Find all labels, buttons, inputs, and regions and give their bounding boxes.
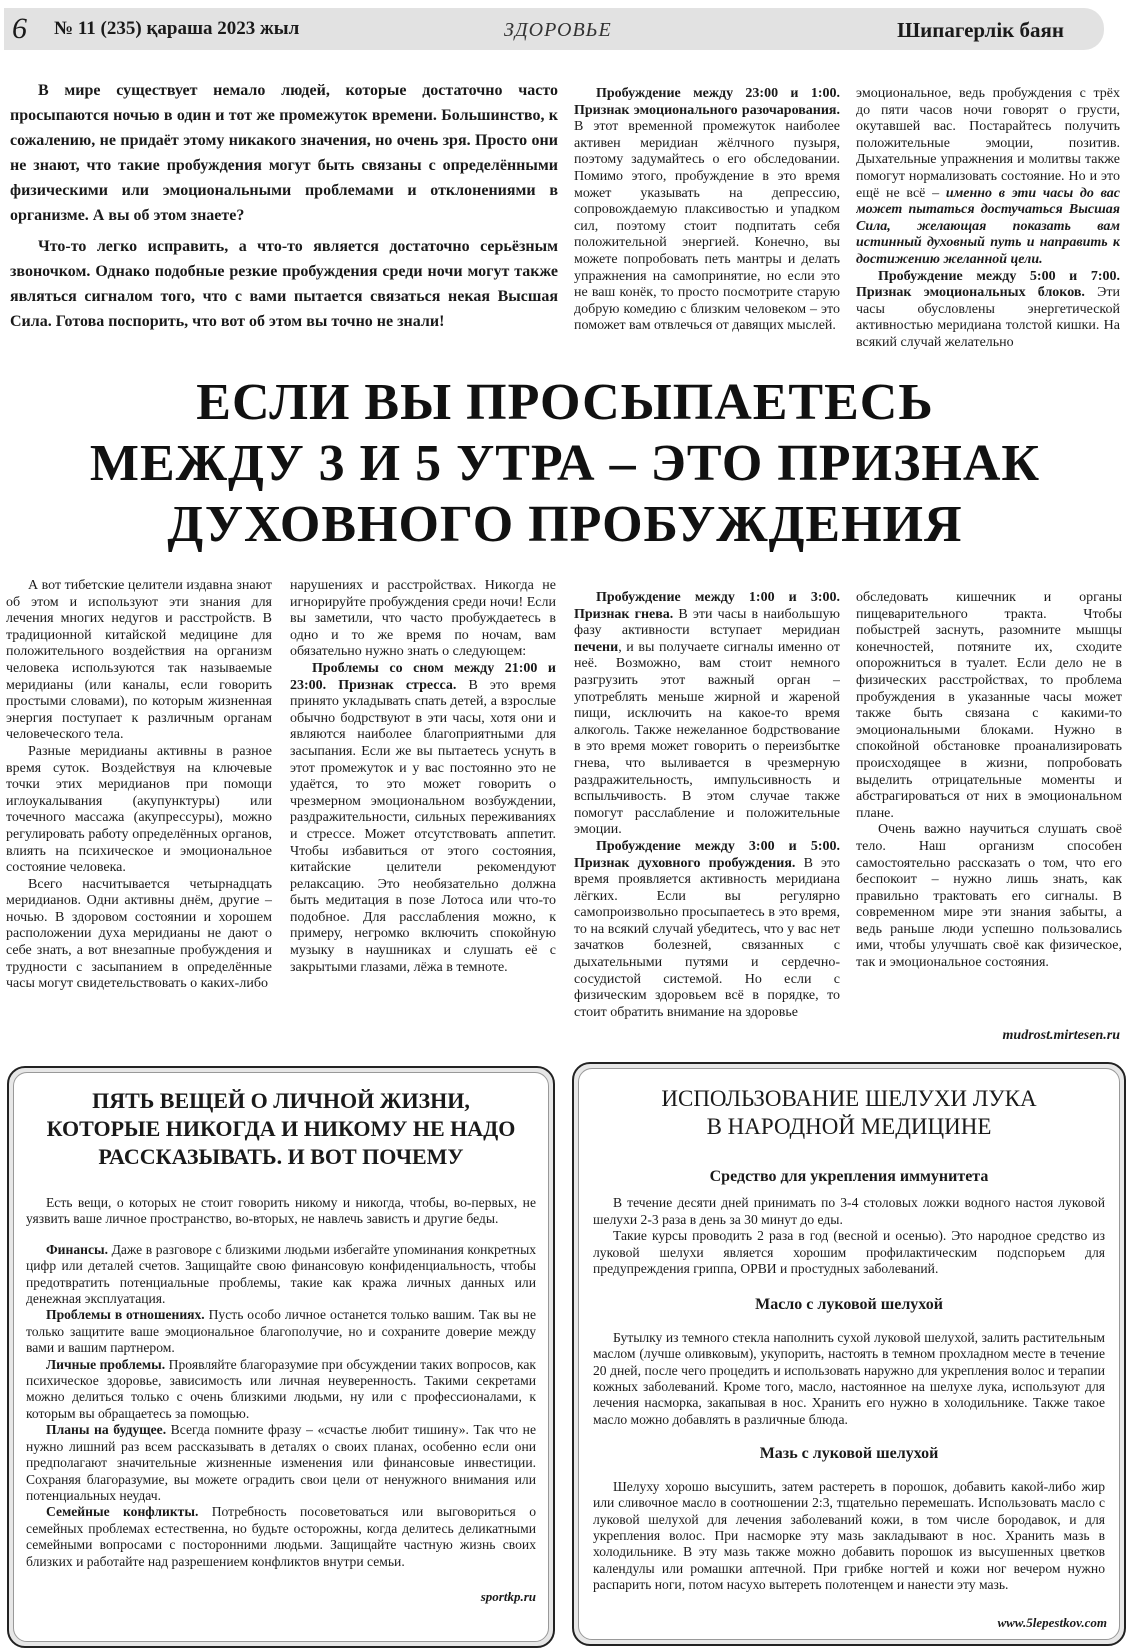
sidebar-box-privacy xyxy=(7,1066,555,1648)
paragraph-text: В течение десяти дней принимать по 3-4 столовых ложки водного настоя луковой шелухи 2-3 раза в день за 30 минут до еды. xyxy=(593,1195,1105,1227)
paragraph-text: обследовать кишечник и органы пищеварительного тракта. Чтобы побыстрей заснуть, разомните мышцы конечностей, потяните их, сходите опорожниться в туалет. Если дело не в физических расстройствах, то проблема пробуждения в указанные часы может также быть связана с какими-то эмоциональными блоками. Нужно в спокойной обстановке проанализировать происходящее в жизни, попробовать выделить отрицательные моменты и абстрагироваться от них в эмоциональном плане. xyxy=(856,590,1122,821)
paragraph-text: Даже в разговоре с близкими людьми избегайте упоминания конкретных цифр или деталей счетов. Защищайте свою финансовую конфиденциальность, чтобы предотвратить потенциальные проблемы, такие как кража личных данных или денежная эксплуатация. xyxy=(26,1241,536,1307)
paragraph-text: Такие курсы проводить 2 раза в год (весной и осенью). Это народное средство из луковой шелухи является хорошим профилактическим подспорьем для предупреждения гриппа, ОРВИ и простудных заболеваний. xyxy=(593,1228,1105,1277)
body-column-2 xyxy=(290,578,556,1048)
headline-line: ДУХОВНОГО ПРОБУЖДЕНИЯ xyxy=(167,496,963,553)
box-title xyxy=(579,1085,1119,1141)
body-column-1 xyxy=(6,578,272,1048)
paragraph-text: В этот временной промежуток наиболее активен меридиан жёлчного пузыря, поэтому задумайтесь о его обследовании. Помимо этого, пробуждение в это время может указывать на депрессию, сопровождаемую плаксивостью и упадком сил, поэтому стоит подпитать себя положительной энергией. Конечно, вы можете попробовать петь мантры и делать упражнения на самопринятие, но если это не ваш конёк, то просто посмотрите старую добрую комедию с близким человеком – это поможет вам отвлечься от давящих мыслей. xyxy=(574,119,840,334)
subheading: Средство для укрепления иммунитета xyxy=(709,1168,989,1185)
newspaper-name: Шипагерлік баян xyxy=(897,18,1064,42)
paragraph-text: В это время проявляется активность меридиана лёгких. Если вы регулярно самопроизвольно просыпаетесь в это время, то на всякий случай убедитесь, что у вас нет зачатков болезней, связанных с дыхательными путями и сердечно-сосудистой системой. Но если с физическим здоровьем всё в порядке, то стоит обратить внимание на здоровье xyxy=(574,855,840,1020)
paragraph-text: Очень важно научиться слушать своё тело. Наш организм способен самостоятельно рассказать о том, что его беспокоит – нужно лишь знать, как правильно трактовать его сигналы. В современном мире эти знания забыты, а ведь раньше люди успешно пользовались ими, чтобы улучшать своё как физическое, так и эмоциональное состояния. xyxy=(856,822,1122,971)
top-column-3 xyxy=(574,86,840,372)
paragraph-text: нарушениях и расстройствах. Никогда не игнорируйте пробуждения среди ночи! Если вы заметили, что часто пробуждаетесь в одно и то же время по ночам, вам обязательно нужно знать о следующем: xyxy=(290,578,556,660)
main-headline xyxy=(30,372,1100,555)
lead-paragraph: Что-то легко исправить, а что-то является достаточно серьёзным звоночком. Однако подобные резкие пробуждения среди ночи могут также являться сигналом того, что с вами пытается связаться некая Высшая Сила. Готова поспорить, что вот об этом вы точно не знали! xyxy=(10,238,558,330)
paragraph-text: эмоциональное, ведь пробуждения с трёх до пяти часов ночи говорят о грусти, окутавшей вас. Постарайтесь получить положительные эмоции, позитив. Дыхательные упражнения и молитвы также помогут нормализовать состояние. Но и это ещё не всё – xyxy=(856,86,1120,201)
box-title-line: ИСПОЛЬЗОВАНИЕ ШЕЛУХИ ЛУКА xyxy=(661,1086,1037,1111)
subheading: Пробуждение между 3:00 и 5:00. Признак духовного пробуждения. xyxy=(574,838,840,871)
lead-paragraph: В мире существует немало людей, которые достаточно часто просыпаются ночью в один и тот же промежуток времени. Большинство, к сожалению, не придаёт этому никакого значения, но очень зря. Просто они не знают, что такие пробуждения могут быть связаны с определёнными физическими или эмоциональными проблемами и отклонениями в организме. А вы об этом знаете? xyxy=(10,82,558,224)
sidebar-box-onion xyxy=(572,1062,1126,1646)
subheading: Финансы. xyxy=(46,1241,109,1257)
paragraph-text: Проявляйте благоразумие при обсуждении таких вопросов, как психическое здоровье, зависимость или личная неуверенность. Такими секретами можно делиться только с очень близкими людьми, ну или с профессионалами, к которым вы обращаетесь за помощью. xyxy=(26,1356,536,1421)
body-column-3 xyxy=(574,590,840,1050)
source-credit: sportkp.ru xyxy=(480,1589,536,1604)
box-title xyxy=(14,1087,548,1171)
box-title-line: РАССКАЗЫВАТЬ. И ВОТ ПОЧЕМУ xyxy=(98,1144,464,1169)
issue-info: № 11 (235) қараша 2023 жыл xyxy=(54,18,300,39)
subheading: Пробуждение между 1:00 и 3:00. Признак гнева. xyxy=(574,590,840,622)
paragraph-text: В эти часы в наибольшую фазу активности вступает меридиан xyxy=(574,606,840,639)
paragraph-text: , и вы получаете сигналы именно от неё. Возможно, вам стоит немного разгрузить этот важный орган – употреблять меньше жирной и жареной пищи, исключить на какое-то время алкоголь. Также нежеланное бодрствование в это время может говорить о переизбытке гнева, что выливается в чрезмерную раздражительность, импульсивность и вспыльчивость. В этом случае также помогут расслабление и положительные эмоции. xyxy=(574,639,840,838)
page-number: 6 xyxy=(12,12,27,45)
paragraph-text: Всего насчитывается четырнадцать меридианов. Одни активны днём, другие – ночью. В здоровом состоянии и хорошем расположении духа меридианы не дают о себе знать, а вот внезапные пробуждения и трудности с засыпанием в определённые часы могут свидетельствовать о каких-либо xyxy=(6,876,272,992)
emphasis-text: именно в эти часы до вас может пытаться достучаться Высшая Сила, желающая показать вам истинный духовный путь и направить к достижению желанной цели. xyxy=(856,185,1120,267)
top-column-4 xyxy=(856,86,1120,372)
subheading: Семейные конфликты. xyxy=(46,1504,199,1520)
subheading: Масло с луковой шелухой xyxy=(755,1296,943,1314)
source-credit: www.5lepestkov.com xyxy=(997,1615,1107,1630)
lead-paragraphs xyxy=(10,78,558,358)
source-credit: mudrost.mirtesen.ru xyxy=(1002,1028,1120,1043)
box-title-line: КОТОРЫЕ НИКОГДА И НИКОМУ НЕ НАДО xyxy=(46,1116,516,1141)
box-body xyxy=(593,1155,1105,1594)
box-inner-panel xyxy=(13,1072,549,1642)
box-title-line: В НАРОДНОЙ МЕДИЦИНЕ xyxy=(706,1114,992,1139)
paragraph-text: Пусть особо личное останется только вашим. Так вы не только защитите ваше эмоциональное благополучие, но и сохраните доверие между вами и вашим партнером. xyxy=(26,1307,536,1356)
subheading: Проблемы со сном между 21:00 и 23:00. Признак стресса. xyxy=(290,660,556,693)
paragraph-text: Потребность посоветоваться или выговориться о семейных проблемах естественна, но будьте осторожны, когда делитесь деликатными семейными вопросами с посторонними людьми. Защищайте частную жизнь своих близких и работайте над разрешением конфликтов внутри семьи. xyxy=(26,1504,536,1569)
subheading: Планы на будущее. xyxy=(46,1422,167,1438)
subheading: Пробуждение между 5:00 и 7:00. Признак эмоциональных блоков. xyxy=(856,268,1120,301)
subheading: Личные проблемы. xyxy=(46,1356,166,1372)
subheading: Пробуждение между 23:00 и 1:00. Признак эмоционального разочарования. xyxy=(574,86,840,118)
headline-line: ЕСЛИ ВЫ ПРОСЫПАЕТЕСЬ xyxy=(196,374,934,431)
paragraph-text: В это время принято укладывать спать детей, а взрослые обычно бодрствуют в эти часы, хотя они и являются наиболее благоприятными для засыпания. Если же вы пытаетесь уснуть в этот промежуток и у вас постоянно это не удаётся, то это может говорить о чрезмерном эмоциональном возбуждении, раздражительности, сильных переживаниях и стрессе. Может отсутствовать аппетит. Чтобы избавиться от этого состояния, китайские целители рекомендуют релаксацию. Это необязательно должна быть медитация в позе Лотоса или что-то подобное. Для расслабления можно, к примеру, негромко включить спокойную музыку в наушниках и слушать её с закрытыми глазами, лёжа в темноте. xyxy=(290,677,556,975)
headline-line: МЕЖДУ 3 И 5 УТРА – ЭТО ПРИЗНАК xyxy=(89,435,1041,492)
paragraph-text: А вот тибетские целители издавна знают об этом и используют эти знания для лечения многих недугов и расстройств. В традиционной китайской медицине для положительного воздействия на организм человека используются так называемые меридианы (или каналы, если говорить простыми словами), по которым жизненная энергия поступает к различным органам человеческого тела. xyxy=(6,578,272,743)
emphasis-text: печени xyxy=(574,639,619,655)
page-header xyxy=(4,8,1104,50)
paragraph-text: Всегда помните фразу – «счастье любит тишину». Так что не нужно лишний раз всем рассказывать в деталях о своих планах, особенно если они предполагают значительные жизненные изменения или финансовые инвестиции. Сохраняя благоразумие, вы можете оградить свои цели от ненужного внимания или потенциальных неудач. xyxy=(26,1422,536,1503)
paragraph-text: Шелуху хорошо высушить, затем растереть в порошок, добавить какой-либо жир или сливочное масло в соотношении 2:3, тщательно перемешать. Использовать масло с луковой шелухой для лечения заболеваний кожи, в том числе бородавок, и для укрепления волос. При насморке эту мазь закладывают в нос. Хранить мазь в холодильнике. В эту мазь также можно добавить порошок из высушенных цветков календулы или ромашки аптечной. При грибке ногтей и кожи ног вечером нужно распарить ноги, потом насухо вытереть полотенцем и нанести эту мазь. xyxy=(593,1478,1105,1593)
section-title: ЗДОРОВЬЕ xyxy=(504,19,612,41)
subheading: Проблемы в отношениях. xyxy=(46,1307,205,1323)
paragraph-text: Есть вещи, о которых не стоит говорить никому и никогда, чтобы, во-первых, не уязвить ваше личное пространство, во-вторых, не навлечь зависть и другие беды. xyxy=(26,1195,536,1227)
paragraph-text: Бутылку из темного стекла наполнить сухой луковой шелухой, залить растительным маслом (лучше оливковым), укупорить, настоять в темном прохладном месте в течение 20 дней, после чего процедить и использовать наружно для укрепления волос и терапии кожных заболеваний. Кроме того, масло, настоянное на шелухе лука, используют для лечения насморка, закапывая в нос. Хранить его нужно в холодильнике. Также такое масло можно добавлять в различные блюда. xyxy=(593,1329,1105,1427)
box-inner-panel xyxy=(578,1068,1120,1640)
box-body xyxy=(26,1195,536,1570)
paragraph-text: Эти часы обусловлены энергетической активностью меридиана толстой кишки. На всякий случай желательно xyxy=(856,285,1120,350)
box-title-line: ПЯТЬ ВЕЩЕЙ О ЛИЧНОЙ ЖИЗНИ, xyxy=(92,1088,470,1113)
body-column-4 xyxy=(856,590,1122,1010)
paragraph-text: Разные меридианы активны в разное время суток. Воздействуя на ключевые точки этих меридианов при помощи иглоукалывания (акупунктуры) или точечного массажа (акупрессуры), можно регулировать работу определённых органов, влиять на психическое и эмоциональное состояние человека. xyxy=(6,743,272,876)
subheading: Мазь с луковой шелухой xyxy=(759,1445,939,1463)
